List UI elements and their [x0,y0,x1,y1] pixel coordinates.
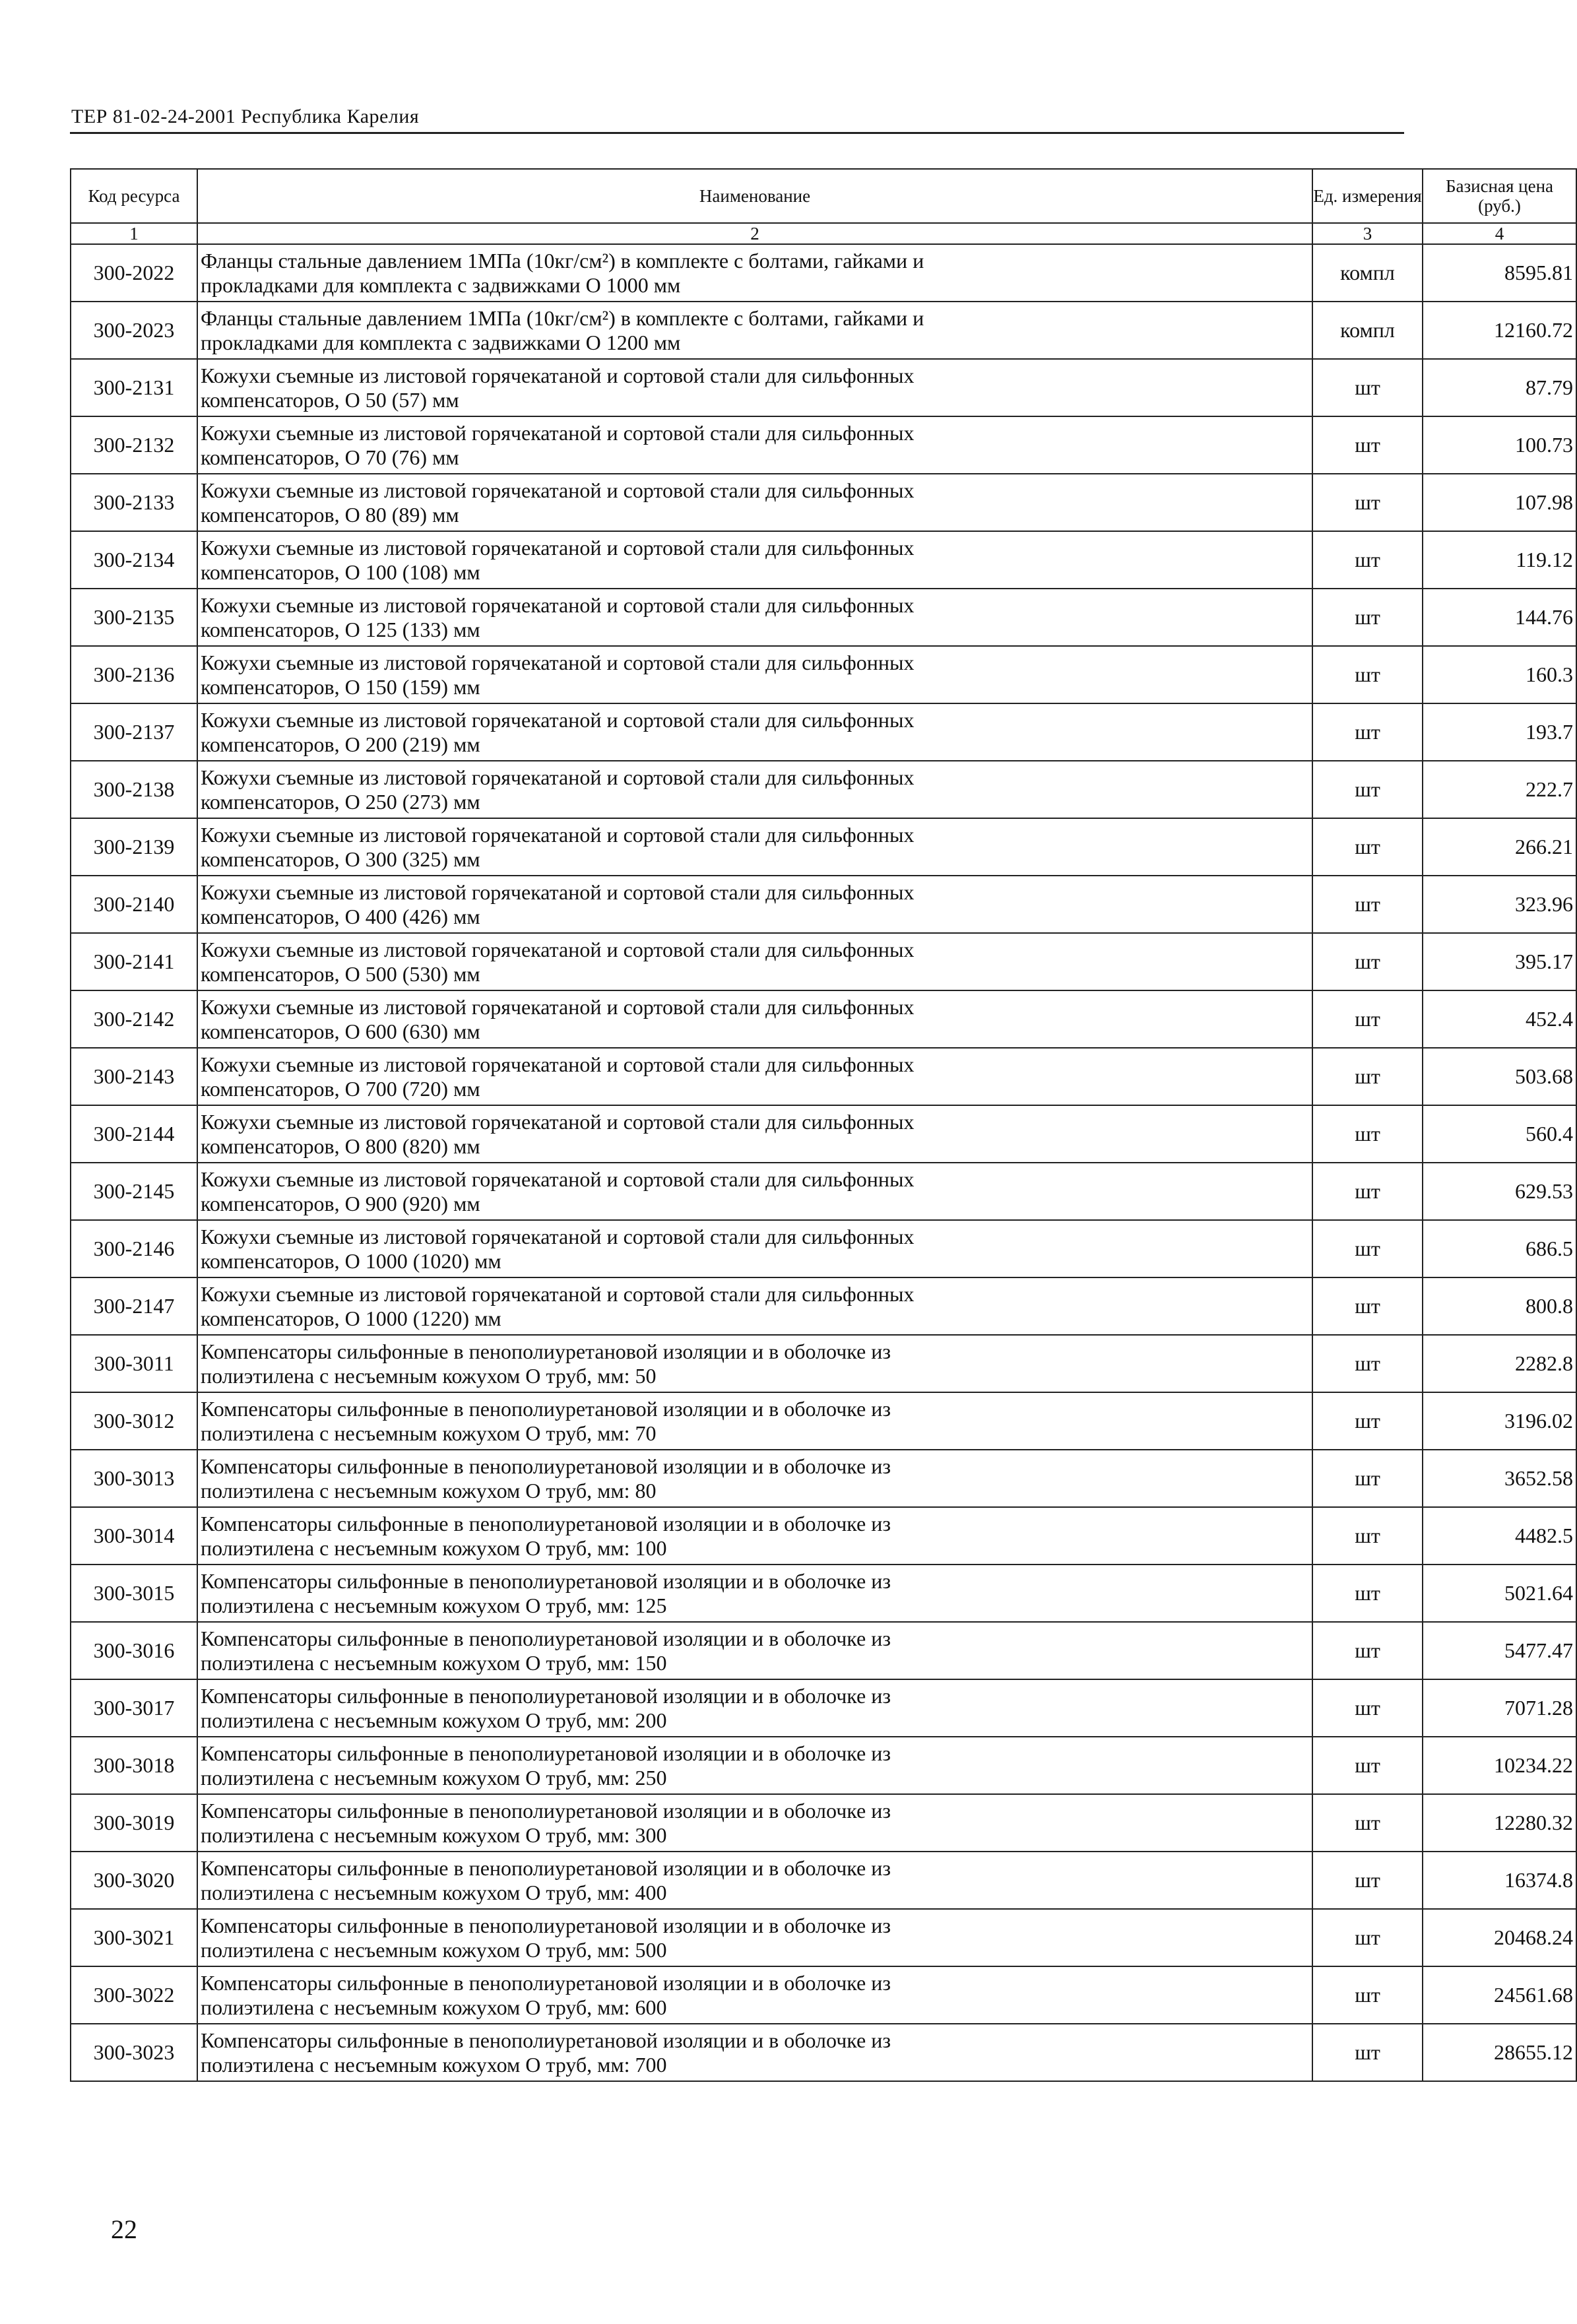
resource-name-line: Компенсаторы сильфонные в пенополиуретановой изоляции и в оболочке из [201,1683,891,1708]
resource-code: 300-2140 [71,876,197,933]
resource-code: 300-2147 [71,1277,197,1335]
table-row [71,244,1576,302]
unit-of-measure: шт [1312,1048,1423,1105]
unit-of-measure: шт [1312,1335,1423,1392]
table-row [71,302,1576,359]
resource-code: 300-3018 [71,1737,197,1794]
resource-name-line: компенсаторов, О 1000 (1220) мм [201,1306,501,1330]
table-row [71,1048,1576,1105]
resource-name-line: компенсаторов, О 500 (530) мм [201,961,480,986]
unit-of-measure: шт [1312,1966,1423,2024]
resource-name [197,1679,1312,1737]
resource-name-line: Кожухи съемные из листовой горячекатаной и сортовой стали для сильфонных [201,1052,915,1076]
unit-of-measure: шт [1312,1737,1423,1794]
resource-name-line: Кожухи съемные из листовой горячекатаной и сортовой стали для сильфонных [201,593,915,617]
resource-code: 300-2022 [71,244,197,302]
resource-name [197,1565,1312,1622]
base-price: 10234.22 [1423,1737,1576,1794]
base-price: 193.7 [1423,703,1576,761]
table-row [71,359,1576,416]
resource-code: 300-3022 [71,1966,197,2024]
resource-name-line: полиэтилена с несъемным кожухом О труб, мм: 125 [201,1593,667,1617]
unit-of-measure: шт [1312,1220,1423,1277]
resource-name [197,1507,1312,1565]
resource-name-line: компенсаторов, О 300 (325) мм [201,847,480,871]
resource-name-line: Кожухи съемные из листовой горячекатаной и сортовой стали для сильфонных [201,363,915,387]
unit-of-measure: шт [1312,474,1423,531]
resource-name-line: Кожухи съемные из листовой горячекатаной и сортовой стали для сильфонных [201,1224,915,1248]
resource-name-line: Компенсаторы сильфонные в пенополиуретановой изоляции и в оболочке из [201,1741,891,1765]
resource-name-line: Кожухи съемные из листовой горячекатаной и сортовой стали для сильфонных [201,765,915,789]
resource-name-line: Компенсаторы сильфонные в пенополиуретановой изоляции и в оболочке из [201,1568,891,1593]
resource-name-line: полиэтилена с несъемным кожухом О труб, мм: 500 [201,1937,667,1962]
resource-code: 300-2134 [71,531,197,589]
resource-name-line: полиэтилена с несъемным кожухом О труб, мм: 600 [201,1995,667,2019]
base-price: 119.12 [1423,531,1576,589]
unit-of-measure: шт [1312,703,1423,761]
table-row [71,1335,1576,1392]
resource-name-line: Кожухи съемные из листовой горячекатаной и сортовой стали для сильфонных [201,994,915,1019]
resource-code: 300-3021 [71,1909,197,1966]
table-row [71,1392,1576,1450]
unit-of-measure: шт [1312,1679,1423,1737]
table-row [71,818,1576,876]
base-price: 266.21 [1423,818,1576,876]
base-price: 686.5 [1423,1220,1576,1277]
resource-name-line: Кожухи съемные из листовой горячекатаной и сортовой стали для сильфонных [201,822,915,847]
unit-of-measure: шт [1312,2024,1423,2081]
resource-name-line: компенсаторов, О 900 (920) мм [201,1191,480,1215]
base-price: 8595.81 [1423,244,1576,302]
resource-name-line: полиэтилена с несъемным кожухом О труб, мм: 400 [201,1880,667,1904]
resource-name-line: Компенсаторы сильфонные в пенополиуретановой изоляции и в оболочке из [201,1454,891,1478]
unit-of-measure: шт [1312,876,1423,933]
resource-name-line: прокладками для комплекта с задвижками О 1000 мм [201,273,681,297]
resource-name [197,933,1312,990]
base-price: 20468.24 [1423,1909,1576,1966]
table-row [71,1679,1576,1737]
resource-name-line: полиэтилена с несъемным кожухом О труб, мм: 100 [201,1535,667,1560]
resource-code: 300-2144 [71,1105,197,1163]
resource-code: 300-3023 [71,2024,197,2081]
resource-code: 300-2142 [71,990,197,1048]
unit-of-measure: шт [1312,1507,1423,1565]
base-price: 12160.72 [1423,302,1576,359]
resource-code: 300-3019 [71,1794,197,1852]
resource-name-line: компенсаторов, О 200 (219) мм [201,732,480,756]
table-row [71,1852,1576,1909]
base-price: 452.4 [1423,990,1576,1048]
resource-name-line: компенсаторов, О 700 (720) мм [201,1076,480,1101]
resource-name-line: Компенсаторы сильфонные в пенополиуретановой изоляции и в оболочке из [201,1396,891,1421]
resource-name [197,1220,1312,1277]
resource-code: 300-2023 [71,302,197,359]
resource-code: 300-3015 [71,1565,197,1622]
base-price: 12280.32 [1423,1794,1576,1852]
unit-of-measure: шт [1312,1450,1423,1507]
resource-name-line: Компенсаторы сильфонные в пенополиуретановой изоляции и в оболочке из [201,2028,891,2052]
table-row [71,1277,1576,1335]
resource-name [197,1794,1312,1852]
resource-name-line: полиэтилена с несъемным кожухом О труб, мм: 50 [201,1363,657,1388]
column-number: 3 [1312,223,1423,244]
unit-of-measure: компл [1312,302,1423,359]
resource-name [197,1852,1312,1909]
table-row [71,876,1576,933]
resource-name [197,761,1312,818]
unit-of-measure: шт [1312,1392,1423,1450]
resource-name [197,302,1312,359]
base-price: 3196.02 [1423,1392,1576,1450]
resource-name [197,1277,1312,1335]
table-row [71,761,1576,818]
base-price: 24561.68 [1423,1966,1576,2024]
unit-of-measure: шт [1312,1852,1423,1909]
column-number: 1 [71,223,197,244]
table-row [71,531,1576,589]
resource-name-line: полиэтилена с несъемным кожухом О труб, мм: 80 [201,1478,657,1502]
unit-of-measure: шт [1312,761,1423,818]
resource-name [197,416,1312,474]
base-price: 7071.28 [1423,1679,1576,1737]
resource-code: 300-2132 [71,416,197,474]
resource-name [197,646,1312,703]
resource-name-line: компенсаторов, О 250 (273) мм [201,789,480,814]
resource-code: 300-2131 [71,359,197,416]
resource-name-line: Кожухи съемные из листовой горячекатаной и сортовой стали для сильфонных [201,535,915,560]
unit-of-measure: шт [1312,589,1423,646]
resource-name [197,818,1312,876]
resource-code: 300-3013 [71,1450,197,1507]
unit-of-measure: шт [1312,1105,1423,1163]
resource-name [197,1909,1312,1966]
resource-name-line: Фланцы стальные давлением 1МПа (10кг/см²) в комплекте с болтами, гайками и [201,306,924,330]
table-row [71,1966,1576,2024]
resource-name-line: Кожухи съемные из листовой горячекатаной и сортовой стали для сильфонных [201,880,915,904]
resource-name-line: компенсаторов, О 100 (108) мм [201,560,480,584]
resource-name-line: Компенсаторы сильфонные в пенополиуретановой изоляции и в оболочке из [201,1970,891,1995]
resource-name-line: Кожухи съемные из листовой горячекатаной и сортовой стали для сильфонных [201,707,915,732]
unit-of-measure: шт [1312,1909,1423,1966]
base-price: 5021.64 [1423,1565,1576,1622]
resource-name [197,990,1312,1048]
resource-name [197,589,1312,646]
base-price: 395.17 [1423,933,1576,990]
price-table [70,168,1577,2082]
base-price: 144.76 [1423,589,1576,646]
resource-name-line: Кожухи съемные из листовой горячекатаной и сортовой стали для сильфонных [201,478,915,502]
table-row [71,589,1576,646]
resource-name-line: Компенсаторы сильфонные в пенополиуретановой изоляции и в оболочке из [201,1626,891,1650]
table-header-row [71,169,1576,223]
resource-name-line: полиэтилена с несъемным кожухом О труб, мм: 150 [201,1650,667,1675]
unit-of-measure: шт [1312,1163,1423,1220]
resource-code: 300-3011 [71,1335,197,1392]
unit-of-measure: шт [1312,359,1423,416]
resource-name-line: компенсаторов, О 70 (76) мм [201,445,459,469]
resource-name-line: Кожухи съемные из листовой горячекатаной и сортовой стали для сильфонных [201,1167,915,1191]
resource-code: 300-2133 [71,474,197,531]
resource-name-line: Кожухи съемные из листовой горячекатаной и сортовой стали для сильфонных [201,937,915,961]
base-price: 160.3 [1423,646,1576,703]
resource-name-line: компенсаторов, О 125 (133) мм [201,617,480,641]
resource-name-line: полиэтилена с несъемным кожухом О труб, мм: 700 [201,2052,667,2077]
resource-name-line: полиэтилена с несъемным кожухом О труб, мм: 250 [201,1765,667,1790]
base-price: 87.79 [1423,359,1576,416]
resource-name [197,703,1312,761]
resource-name [197,1450,1312,1507]
unit-of-measure: шт [1312,531,1423,589]
resource-code: 300-2135 [71,589,197,646]
resource-name [197,1105,1312,1163]
resource-name-line: Компенсаторы сильфонные в пенополиуретановой изоляции и в оболочке из [201,1798,891,1823]
resource-name-line: Кожухи съемные из листовой горячекатаной и сортовой стали для сильфонных [201,420,915,445]
base-price: 503.68 [1423,1048,1576,1105]
table-row [71,1507,1576,1565]
resource-name-line: компенсаторов, О 80 (89) мм [201,502,459,527]
resource-code: 300-2136 [71,646,197,703]
resource-code: 300-3014 [71,1507,197,1565]
base-price: 3652.58 [1423,1450,1576,1507]
base-price: 2282.8 [1423,1335,1576,1392]
resource-name-line: Компенсаторы сильфонные в пенополиуретановой изоляции и в оболочке из [201,1856,891,1880]
resource-name [197,359,1312,416]
table-row [71,1105,1576,1163]
table-row [71,703,1576,761]
resource-code: 300-2141 [71,933,197,990]
base-price: 107.98 [1423,474,1576,531]
resource-name-line: Кожухи съемные из листовой горячекатаной и сортовой стали для сильфонных [201,1109,915,1134]
base-price: 560.4 [1423,1105,1576,1163]
column-number-row [71,223,1576,244]
column-header-price: Базисная цена (руб.) [1423,169,1576,223]
table-body [71,244,1576,2081]
table-row [71,1909,1576,1966]
table-row [71,474,1576,531]
resource-name-line: Компенсаторы сильфонные в пенополиуретановой изоляции и в оболочке из [201,1913,891,1937]
table-row [71,1450,1576,1507]
unit-of-measure: компл [1312,244,1423,302]
resource-name-line: компенсаторов, О 50 (57) мм [201,387,459,412]
column-number: 4 [1423,223,1576,244]
resource-code: 300-3012 [71,1392,197,1450]
base-price: 4482.5 [1423,1507,1576,1565]
resource-code: 300-2146 [71,1220,197,1277]
resource-code: 300-2143 [71,1048,197,1105]
page-number: 22 [111,2214,137,2244]
unit-of-measure: шт [1312,1277,1423,1335]
column-number: 2 [197,223,1312,244]
unit-of-measure: шт [1312,933,1423,990]
table-row [71,1163,1576,1220]
resource-name [197,1335,1312,1392]
base-price: 100.73 [1423,416,1576,474]
resource-name [197,2024,1312,2081]
resource-name-line: Кожухи съемные из листовой горячекатаной и сортовой стали для сильфонных [201,1281,915,1306]
column-header-unit: Ед. измерения [1312,169,1423,223]
resource-name [197,531,1312,589]
table-row [71,933,1576,990]
resource-name-line: Фланцы стальные давлением 1МПа (10кг/см²) в комплекте с болтами, гайками и [201,248,924,273]
base-price: 28655.12 [1423,2024,1576,2081]
table-row [71,1794,1576,1852]
resource-name-line: компенсаторов, О 400 (426) мм [201,904,480,928]
resource-name [197,1392,1312,1450]
base-price: 323.96 [1423,876,1576,933]
base-price: 629.53 [1423,1163,1576,1220]
resource-name-line: полиэтилена с несъемным кожухом О труб, мм: 300 [201,1823,667,1847]
table-row [71,1565,1576,1622]
unit-of-measure: шт [1312,818,1423,876]
resource-name-line: полиэтилена с несъемным кожухом О труб, мм: 200 [201,1708,667,1732]
unit-of-measure: шт [1312,990,1423,1048]
resource-name [197,1163,1312,1220]
resource-code: 300-2145 [71,1163,197,1220]
unit-of-measure: шт [1312,1565,1423,1622]
resource-name [197,1737,1312,1794]
resource-name-line: компенсаторов, О 800 (820) мм [201,1134,480,1158]
resource-name-line: прокладками для комплекта с задвижками О 1200 мм [201,330,681,354]
column-header-code: Код ресурса [71,169,197,223]
resource-code: 300-3020 [71,1852,197,1909]
unit-of-measure: шт [1312,1794,1423,1852]
table-row [71,1737,1576,1794]
resource-name-line: Кожухи съемные из листовой горячекатаной и сортовой стали для сильфонных [201,650,915,674]
unit-of-measure: шт [1312,646,1423,703]
resource-name-line: Компенсаторы сильфонные в пенополиуретановой изоляции и в оболочке из [201,1339,891,1363]
resource-name-line: компенсаторов, О 600 (630) мм [201,1019,480,1043]
column-header-name: Наименование [197,169,1312,223]
unit-of-measure: шт [1312,1622,1423,1679]
header-divider [70,132,1404,134]
table-row [71,990,1576,1048]
resource-name-line: компенсаторов, О 1000 (1020) мм [201,1248,501,1273]
resource-code: 300-2137 [71,703,197,761]
table-row [71,2024,1576,2081]
resource-name [197,1966,1312,2024]
resource-name-line: Компенсаторы сильфонные в пенополиуретановой изоляции и в оболочке из [201,1511,891,1535]
resource-code: 300-2139 [71,818,197,876]
resource-name-line: полиэтилена с несъемным кожухом О труб, мм: 70 [201,1421,657,1445]
base-price: 5477.47 [1423,1622,1576,1679]
table-row [71,646,1576,703]
table-row [71,1220,1576,1277]
document-header-title: ТЕР 81-02-24-2001 Республика Карелия [71,106,420,127]
resource-code: 300-3017 [71,1679,197,1737]
base-price: 800.8 [1423,1277,1576,1335]
resource-code: 300-3016 [71,1622,197,1679]
resource-name-line: компенсаторов, О 150 (159) мм [201,674,480,699]
table-row [71,1622,1576,1679]
resource-name [197,244,1312,302]
resource-name [197,1622,1312,1679]
resource-code: 300-2138 [71,761,197,818]
resource-name [197,876,1312,933]
resource-name [197,1048,1312,1105]
base-price: 222.7 [1423,761,1576,818]
unit-of-measure: шт [1312,416,1423,474]
base-price: 16374.8 [1423,1852,1576,1909]
resource-name [197,474,1312,531]
table-row [71,416,1576,474]
